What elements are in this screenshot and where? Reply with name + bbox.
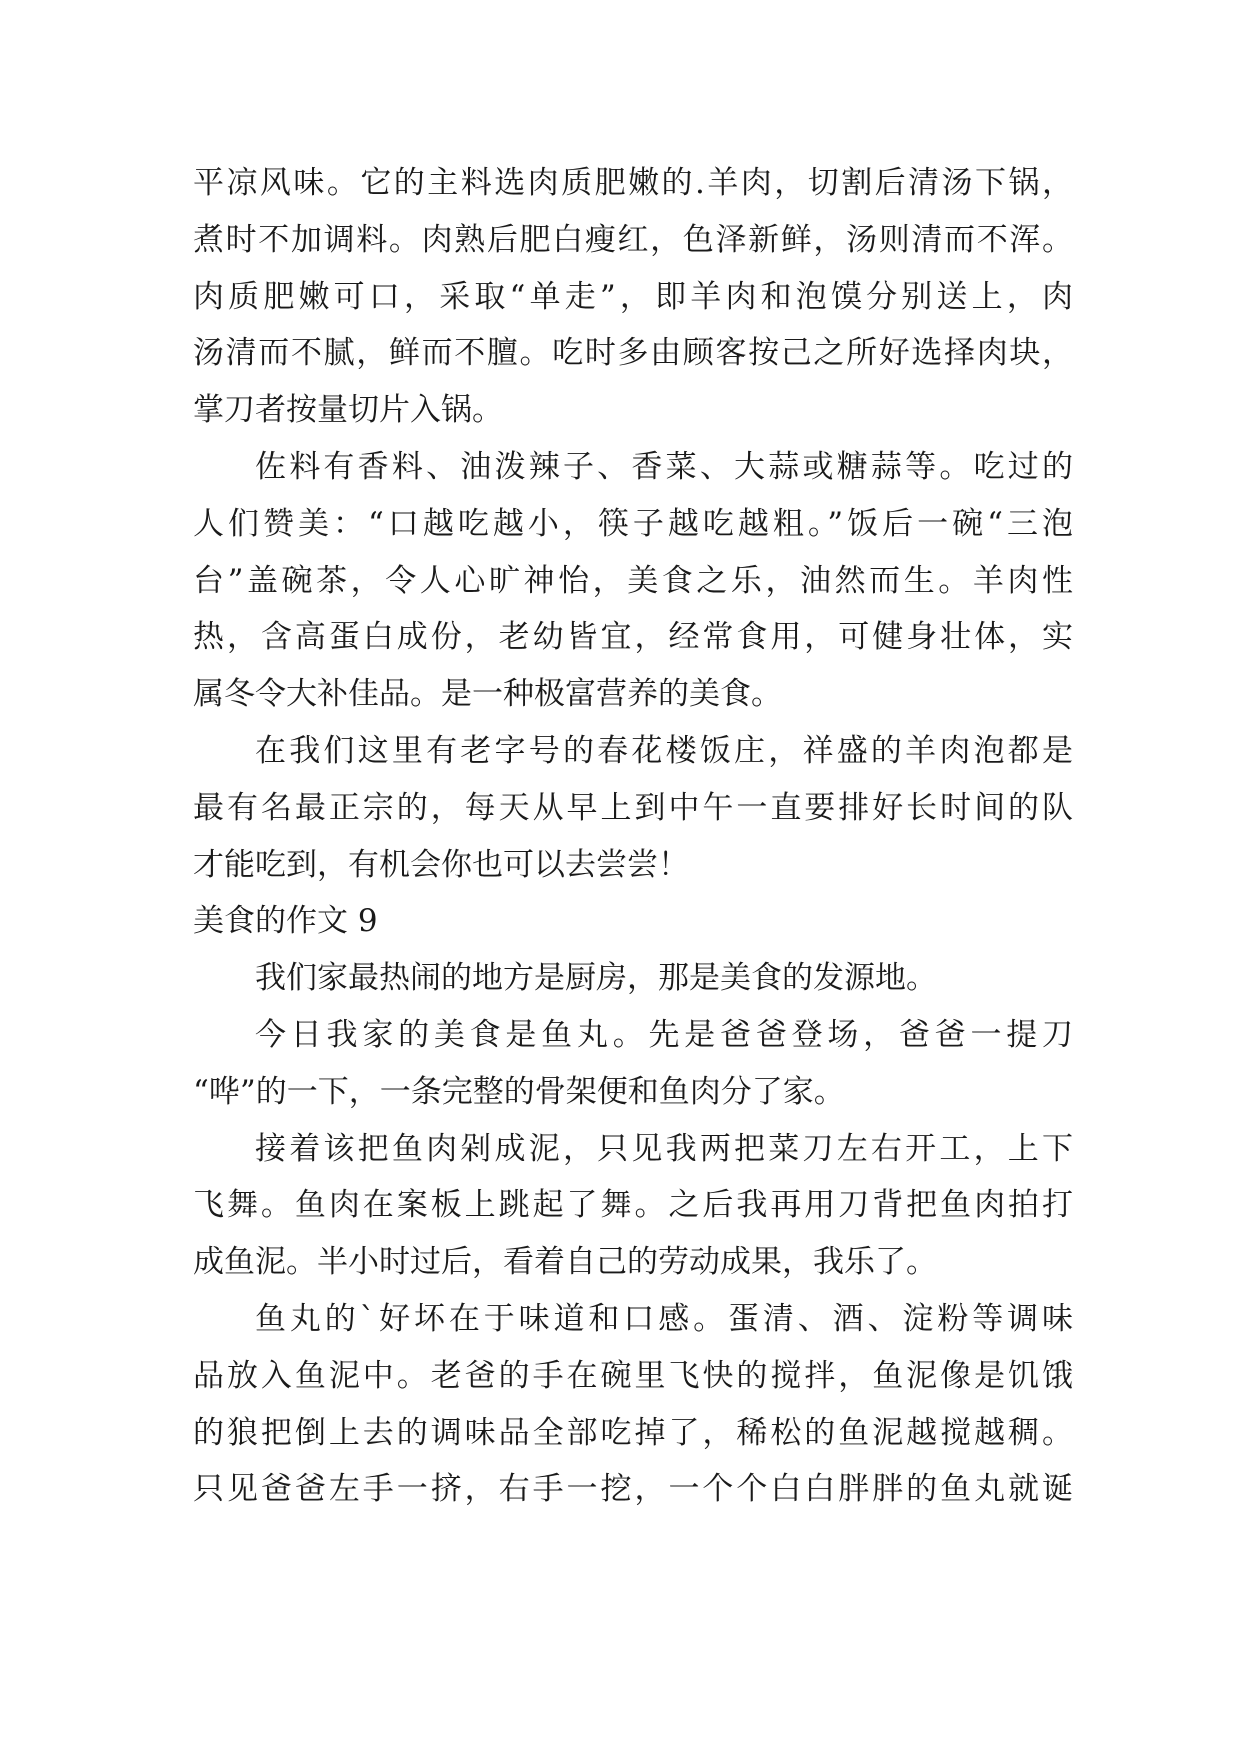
text-line: 平凉风味。它的主料选肉质肥嫩的.羊肉，切割后清汤下锅， [193,165,1073,201]
section-heading: 美食的作文 9 [193,903,378,940]
text-line: 最有名最正宗的，每天从早上到中午一直要排好长时间的队 [193,789,1073,826]
text-line: 成鱼泥。半小时过后，看着自己的劳动成果，我乐了。 [193,1244,937,1281]
paragraph-first-line: 佐料有香料、油泼辣子、香菜、大蒜或糖蒜等。吃过的 [255,448,1073,485]
text-line: 热，含高蛋白成份，老幼皆宜，经常食用，可健身壮体，实 [193,619,1073,656]
text-line: 掌刀者按量切片入锅。 [193,392,503,429]
document-page [193,155,1073,1518]
text-line: 才能吃到，有机会你也可以去尝尝！ [193,846,689,883]
text-line: 的狼把倒上去的调味品全部吃掉了，稀松的鱼泥越搅越稠。 [193,1414,1073,1451]
text-line: 人们赞美：“口越吃越小，筷子越吃越粗。”饭后一碗“三泡 [193,505,1073,542]
text-line: “哗”的一下，一条完整的骨架便和鱼肉分了家。 [193,1073,845,1110]
paragraph-first-line: 接着该把鱼肉剁成泥，只见我两把菜刀左右开工，上下 [255,1130,1073,1167]
text-line: 属冬令大补佳品。是一种极富营养的美食。 [193,676,782,713]
paragraph-first-line: 鱼丸的`好坏在于味道和口感。蛋清、酒、淀粉等调味 [255,1300,1073,1337]
text-line: 只见爸爸左手一挤，右手一挖，一个个白白胖胖的鱼丸就诞 [193,1471,1073,1508]
text-line: 煮时不加调料。肉熟后肥白瘦红，色泽新鲜，汤则清而不浑。 [193,221,1073,258]
text-line: 品放入鱼泥中。老爸的手在碗里飞快的搅拌，鱼泥像是饥饿 [193,1357,1073,1394]
text-line: 飞舞。鱼肉在案板上跳起了舞。之后我再用刀背把鱼肉拍打 [193,1187,1073,1224]
text-line: 肉质肥嫩可口，采取“单走”，即羊肉和泡馍分别送上，肉 [193,278,1073,315]
text-line: 汤清而不腻，鲜而不膻。吃时多由顾客按己之所好选择肉块， [193,335,1073,372]
paragraph-first-line: 我们家最热闹的地方是厨房，那是美食的发源地。 [255,960,937,997]
paragraph-first-line: 在我们这里有老字号的春花楼饭庄，祥盛的羊肉泡都是 [255,732,1073,769]
paragraph-first-line: 今日我家的美食是鱼丸。先是爸爸登场，爸爸一提刀 [255,1016,1073,1053]
text-line: 台”盖碗茶，令人心旷神怡，美食之乐，油然而生。羊肉性 [193,562,1073,599]
